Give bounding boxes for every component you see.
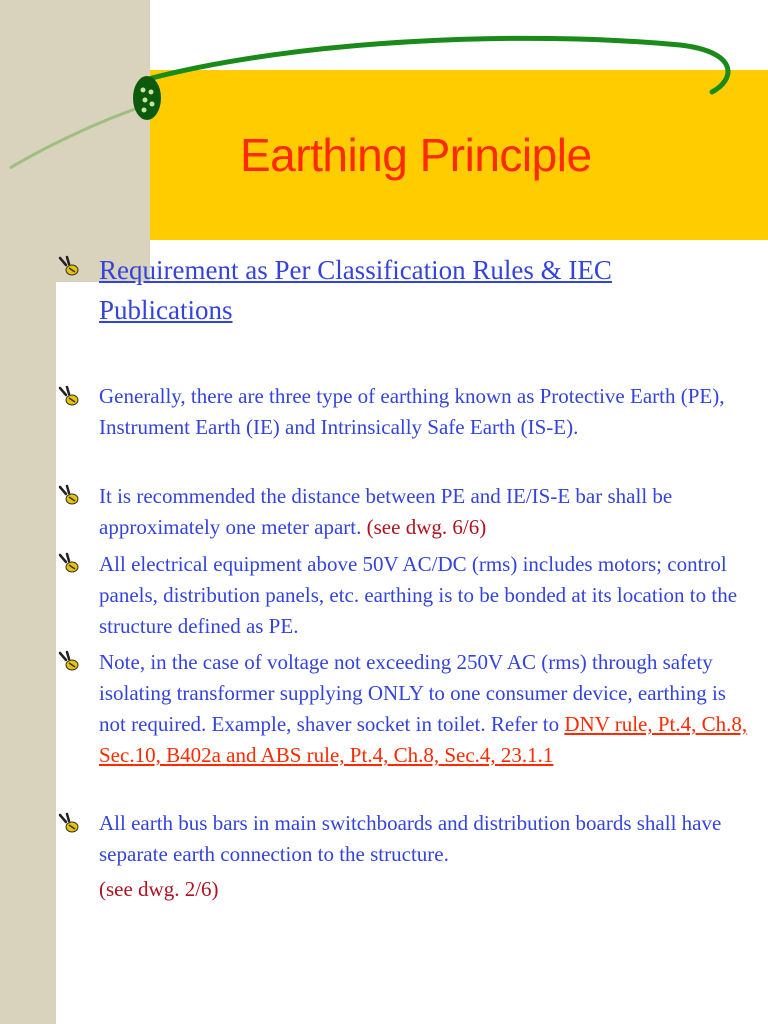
bullet-text: All earth bus bars in main switchboards and distribution boards shall have separate earth connection to the structure. [99, 811, 722, 866]
bullet-voltage-note [99, 647, 749, 771]
drawing-reference: (see dwg. 2/6) [99, 877, 219, 901]
bee-bullet-icon [58, 385, 80, 407]
bullet-earthing-types [99, 381, 749, 443]
rule-reference-link[interactable]: DNV rule, Pt.4, Ch.8, Sec.10, B402a and ABS rule, Pt.4, Ch.8, Sec.4, 23.1.1 [99, 712, 748, 767]
bullet-text: All electrical equipment above 50V AC/DC (rms) includes motors; control panels, distribution panels, etc. earthing is to be bonded at its location to the structure defined as PE. [99, 552, 738, 638]
bullet-text: Generally, there are three type of earthing known as Protective Earth (PE), Instrument Earth (IE) and Intrinsically Safe Earth (IS-E). [99, 384, 725, 439]
bullet-electrical-equipment [99, 549, 749, 642]
page-title: Earthing Principle [240, 129, 592, 181]
bullet-text: Note, in the case of voltage not exceeding 250V AC (rms) through safety isolating transformer supplying ONLY to one consumer device, earthing is not required. Example, shaver socket in toilet. Refer to [99, 650, 726, 736]
bee-bullet-icon [58, 650, 80, 672]
bee-bullet-icon [58, 552, 80, 574]
drawing-reference: (see dwg. 6/6) [366, 515, 487, 539]
bee-bullet-icon [58, 255, 80, 277]
bee-bullet-icon [58, 812, 80, 834]
bullet-text: It is recommended the distance between PE and IE/IS-E bar shall be approximately one meter apart. [99, 484, 673, 539]
bullet-distance [99, 481, 749, 543]
requirements-heading[interactable]: Requirement as Per Classification Rules & IEC Publications [99, 255, 612, 325]
bullet-earth-bus-bars [99, 808, 749, 905]
bee-bullet-icon [58, 484, 80, 506]
